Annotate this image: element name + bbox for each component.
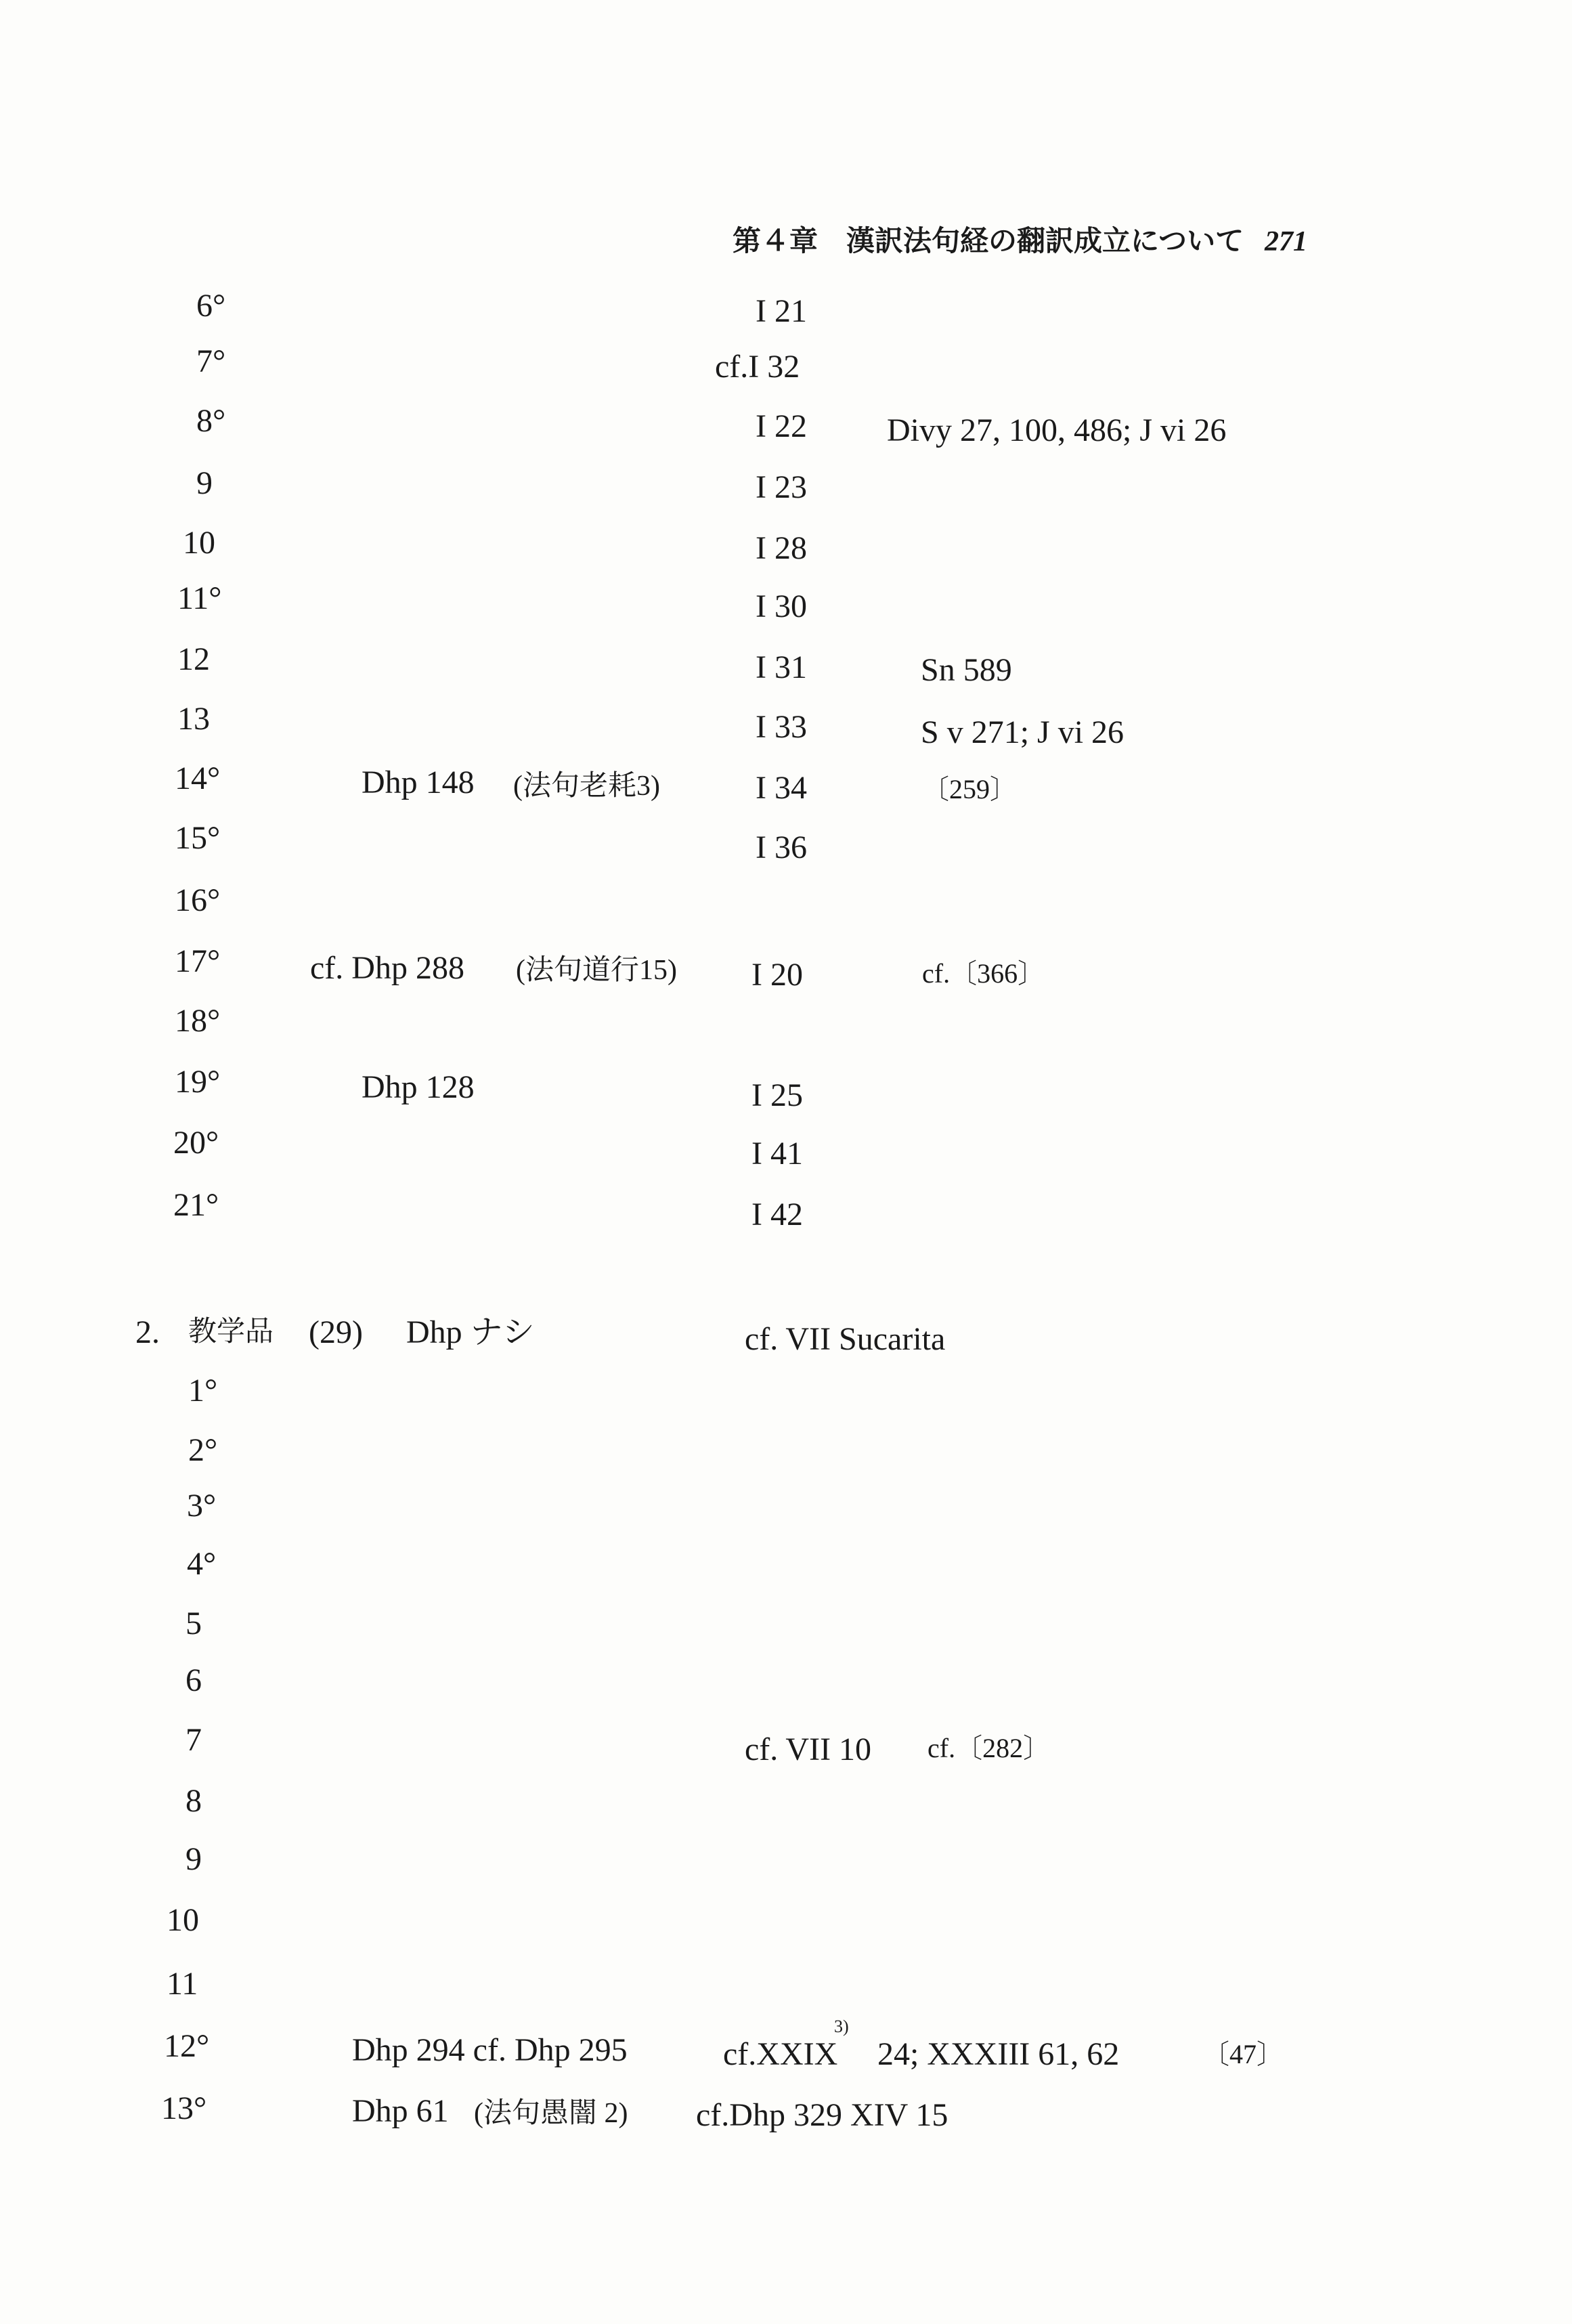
- section-count: (29): [309, 1314, 363, 1350]
- pali-jp-cell: (法句道行15): [516, 955, 677, 986]
- row-number: 2°: [188, 1432, 218, 1468]
- row-number: 14°: [175, 760, 221, 796]
- pali-jp-cell: (法句老耗3): [513, 771, 660, 802]
- row-number: 8°: [196, 403, 226, 439]
- row-number: 15°: [175, 820, 221, 856]
- row-number: 9: [185, 1841, 202, 1877]
- pali-cell: Dhp 128: [362, 1069, 475, 1105]
- row-number: 10: [167, 1902, 199, 1938]
- ref-cell: I 34: [756, 770, 807, 806]
- notes-cell: cf.〔366〕: [922, 958, 1045, 989]
- row-number: 13: [177, 701, 210, 737]
- ref-cell: I 31: [756, 649, 807, 685]
- section-ref: cf. VII Sucarita: [745, 1321, 946, 1357]
- row-number: 9: [196, 465, 213, 501]
- section-title: 教学品: [188, 1316, 274, 1348]
- ref-cell: I 22: [756, 408, 807, 444]
- pali-cell: Dhp 61: [352, 2093, 449, 2129]
- row-number: 11°: [177, 580, 222, 616]
- row-number: 20°: [173, 1125, 219, 1161]
- row-number: 12°: [164, 2028, 210, 2064]
- row-number: 6°: [196, 288, 226, 324]
- ref-cell: I 41: [751, 1136, 803, 1171]
- notes-cell: Divy 27, 100, 486; J vi 26: [887, 412, 1227, 448]
- ref-cell: I 20: [751, 957, 803, 993]
- ref-cell: cf.XXIX: [723, 2036, 838, 2072]
- pali-cell: Dhp 148: [362, 765, 475, 800]
- row-number: 13°: [161, 2090, 207, 2126]
- ref-cell: I 21: [756, 293, 807, 329]
- pali-cell: cf. Dhp 288: [310, 950, 464, 986]
- ref-cell: cf.Dhp 329 XIV 15: [696, 2097, 948, 2133]
- row-number: 5: [185, 1606, 202, 1641]
- row-number: 10: [183, 525, 215, 561]
- page-number: 271: [1265, 226, 1307, 257]
- row-number: 6: [185, 1662, 202, 1698]
- row-number: 12: [177, 641, 210, 677]
- ref-cell: I 25: [751, 1077, 803, 1113]
- section-number: 2.: [135, 1314, 160, 1350]
- row-number: 11: [167, 1966, 198, 2002]
- notes-cell: 〔259〕: [922, 774, 1017, 804]
- section-dhp: Dhp ナシ: [406, 1314, 535, 1350]
- pali-cell: Dhp 294 cf. Dhp 295: [352, 2032, 628, 2068]
- footnote-marker: 3): [834, 2017, 849, 2036]
- ref-cell: I 33: [756, 709, 807, 745]
- ref-cell: cf. VII 10: [745, 1731, 872, 1767]
- notes-cell: Sn 589: [921, 652, 1012, 688]
- row-number: 19°: [175, 1064, 221, 1100]
- row-number: 7°: [196, 343, 226, 379]
- row-number: 8: [185, 1783, 202, 1819]
- row-number: 16°: [175, 882, 221, 918]
- notes-cell: cf.〔282〕: [927, 1733, 1051, 1763]
- row-number: 21°: [173, 1187, 219, 1223]
- notes-cell: S v 271; J vi 26: [921, 714, 1125, 750]
- row-number: 4°: [187, 1546, 217, 1582]
- ref-cell: I 42: [751, 1197, 803, 1232]
- notes-cell: 〔47〕: [1202, 2039, 1284, 2069]
- ref-cell: I 28: [756, 530, 807, 566]
- pali-jp-cell: (法句愚闇 2): [474, 2098, 628, 2129]
- ref-tail-cell: 24; XXXIII 61, 62: [877, 2036, 1120, 2072]
- ref-cell: I 23: [756, 469, 807, 505]
- row-number: 1°: [188, 1373, 218, 1408]
- ref-cell: I 30: [756, 588, 807, 624]
- running-header: 第４章 漢訳法句経の翻訳成立について: [733, 226, 1244, 257]
- row-number: 7: [185, 1722, 202, 1758]
- row-number: 18°: [175, 1003, 221, 1039]
- ref-cell: I 36: [756, 830, 807, 865]
- row-number: 17°: [175, 943, 221, 979]
- row-number: 3°: [187, 1488, 217, 1524]
- ref-cell: cf.I 32: [715, 349, 800, 385]
